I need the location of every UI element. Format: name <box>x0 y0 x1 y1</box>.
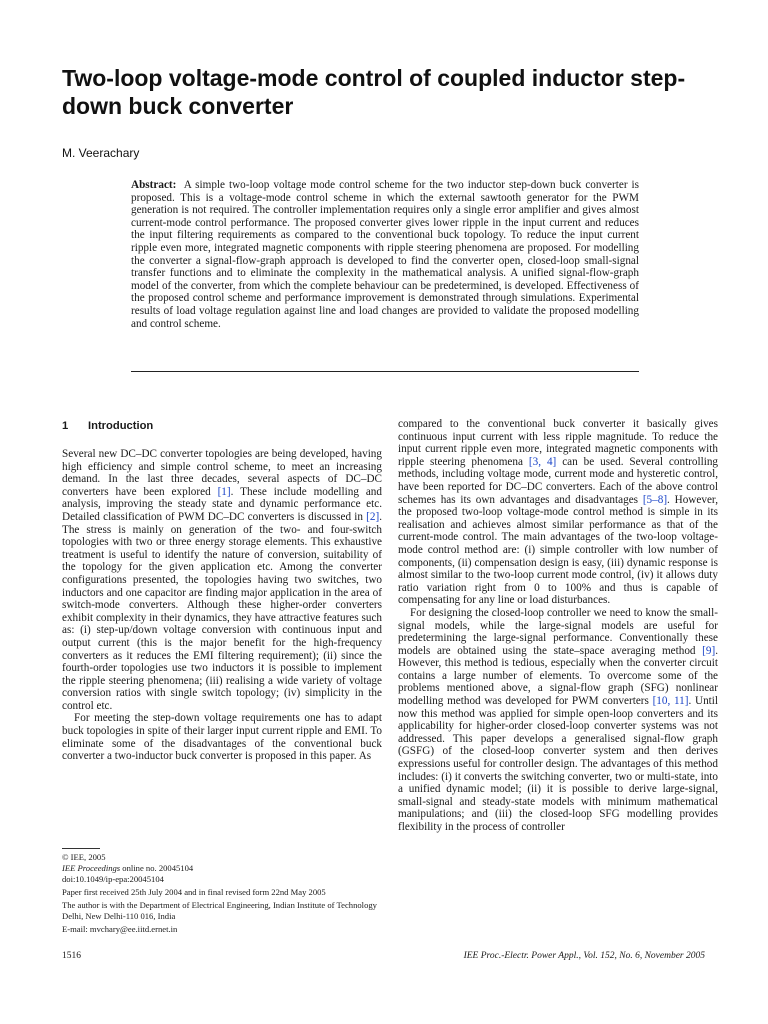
paper-title: Two-loop voltage-mode control of coupled inductor step-down buck converter <box>62 65 686 119</box>
text-run: . These include modelling and analysis, improving the steady state and dynamic performance etc. Detailed classification of PWM DC–DC converters is discussed in <box>62 485 382 523</box>
text-run: Several new DC–DC converter topologies are being developed, having high efficiency and simple control scheme, to meet an increasing demand. In the last three decades, several aspects of DC–DC converters have been explored <box>62 448 382 498</box>
page-number: 1516 <box>62 951 81 961</box>
author-name: M. Veerachary <box>62 146 140 160</box>
abstract-text: A simple two-loop voltage mode control scheme for the two inductor step-down buck converter is proposed. This is a voltage-mode control scheme in which the external sawtooth generator for the PWM generation is not required. The controller implementation requires only a single error amplifier and gives almost current-mode control performance. The proposed converter gives lower ripple in the input current and reduces the input filtering requirements as compared to the conventional buck topology. To reduce the input current ripple even more, integrated magnetic components with ripple steering phenomena are proposed. For modelling the converter a signal-flow-graph approach is developed to find the converter open, closed-loop small-signal transfer functions and to eliminate the complexity in the mathematical analysis. A unified signal-flow-graph model of the converter, from which the complete behaviour can be predetermined, is developed. Effectiveness of the proposed control scheme and performance improvement is demonstrated through simulations. Experimental results of load voltage regulation against line and load changes are provided to validate the proposed modelling and control scheme. <box>131 179 639 330</box>
right-paragraph-1 <box>398 418 718 607</box>
citation-link[interactable]: [2] <box>366 510 380 523</box>
right-column <box>398 418 718 834</box>
citation-link[interactable]: [9] <box>702 644 716 657</box>
section-heading <box>62 420 382 432</box>
citation-link[interactable]: [1] <box>217 485 231 498</box>
abstract-label: Abstract: <box>131 179 177 191</box>
left-column <box>62 418 382 763</box>
section-title: Introduction <box>88 420 154 432</box>
journal-name: IEE Proceedings <box>62 863 121 873</box>
affiliation-note: The author is with the Department of Electrical Engineering, Indian Institute of Technology Delhi, New Delhi-110 016, India <box>62 900 377 921</box>
online-no-text: online no. 20045104 <box>120 863 194 873</box>
section-number: 1 <box>62 420 69 432</box>
abstract <box>131 179 639 330</box>
citation-link[interactable]: [3, 4] <box>528 455 557 468</box>
footnote-divider <box>62 848 100 849</box>
text-run: For designing the closed-loop controller we need to know the small-signal models, while the large-signal models are useful for predetermining the large-signal performance. Conventionally these models are obtained using the state–space averaging method <box>398 606 718 657</box>
text-run: can be used. Several controlling methods, including voltage mode, current mode and hysteretic control, have been reported for DC–DC converters. Each of the above control schemes has its own advantages and disadvantages <box>398 455 719 506</box>
citation-link[interactable]: [5–8] <box>642 493 668 506</box>
left-paragraph-1 <box>62 448 382 712</box>
journal-footer: IEE Proc.-Electr. Power Appl., Vol. 152, No. 6, November 2005 <box>463 951 705 961</box>
online-number <box>62 863 382 874</box>
doi: doi:10.1049/ip-epa:20045104 <box>62 874 164 884</box>
copyright-note: © IEE, 2005 <box>62 852 106 862</box>
text-run: . The stress is mainly on generation of the two- and four-switch topologies with two or three energy storage elements. This exhaustive treatment is useful to identify the nature of conversion, suitability of the topology for the given application etc. Among the converter configurations presented, the topologies having two switches, two inductors and one capacitor are finding major application in the area of switch-mode converters. Although these higher-order converters exhibit complexity in their dynamics, they have attractive features such as: (i) step-up/down voltage conversion with continuous input and output current (this is the major benefit for the high-frequency converters as it reduces the EMI filtering requirement); (ii) since the fourth-order topologies use two inductors it is possible to implement the ripple steering phenomena; (iii) realising a wide variety of voltage conversion ratios with single switch topology; (iv) simplicity in the control etc. <box>62 510 382 712</box>
right-paragraph-2 <box>398 607 718 834</box>
citation-link[interactable]: [10, 11] <box>652 695 689 708</box>
abstract-divider <box>131 371 639 372</box>
left-paragraph-2: For meeting the step-down voltage requirements one has to adapt buck topologies in spite of their larger input current ripple and EMI. To eliminate some of the disadvantages of the conventional buck converter a two-inductor buck converter is proposed in this paper. As <box>62 712 382 763</box>
text-run: compared to the conventional buck converter it basically gives continuous input current with less ripple magnitude. To reduce the input current ripple even more, integrated magnetic components with ripple steering phenomena <box>398 418 718 468</box>
received-note: Paper first received 25th July 2004 and in final revised form 22nd May 2005 <box>62 887 326 897</box>
text-run: . However, this method is tedious, especially when the converter circuit contains a large number of elements. To overcome some of the problems mentioned above, a signal-flow graph (SFG) nonlinear modelling method was developed for PWM converters <box>398 644 718 708</box>
email-note: E-mail: mvchary@ee.iitd.ernet.in <box>62 924 178 934</box>
footnotes <box>62 852 382 935</box>
text-run: . However, the proposed two-loop voltage-mode control method is simple in its realisation and achieves almost similar performance as that of the current-mode control. The main advantages of the two-loop voltage-mode control method are: (i) simple controller with low number of components, (ii) compensation design is easy, (iii) dynamic response is almost similar to the two-loop current mode control, (iv) it allows duty ratio variation right from 0 to 100% and thus is capable of compensating for any line or load disturbances. <box>398 493 718 607</box>
text-run: . Until now this method was applied for simple open-loop converters and its applicability for higher-order closed-loop converter systems was not addressed. This paper develops a generalised signal-flow graph (GSFG) of the closed-loop converter system and then derives expressions useful for controller design. The advantages of this method includes: (i) it converts the switching converter, two or multi-state, into a unified dynamic model; (ii) it is possible to derive large-signal, small-signal and steady-state models with minimum mathematical manipulations; and (iii) the closed-loop SFG modelling provides flexibility in the process of controller <box>398 695 718 833</box>
